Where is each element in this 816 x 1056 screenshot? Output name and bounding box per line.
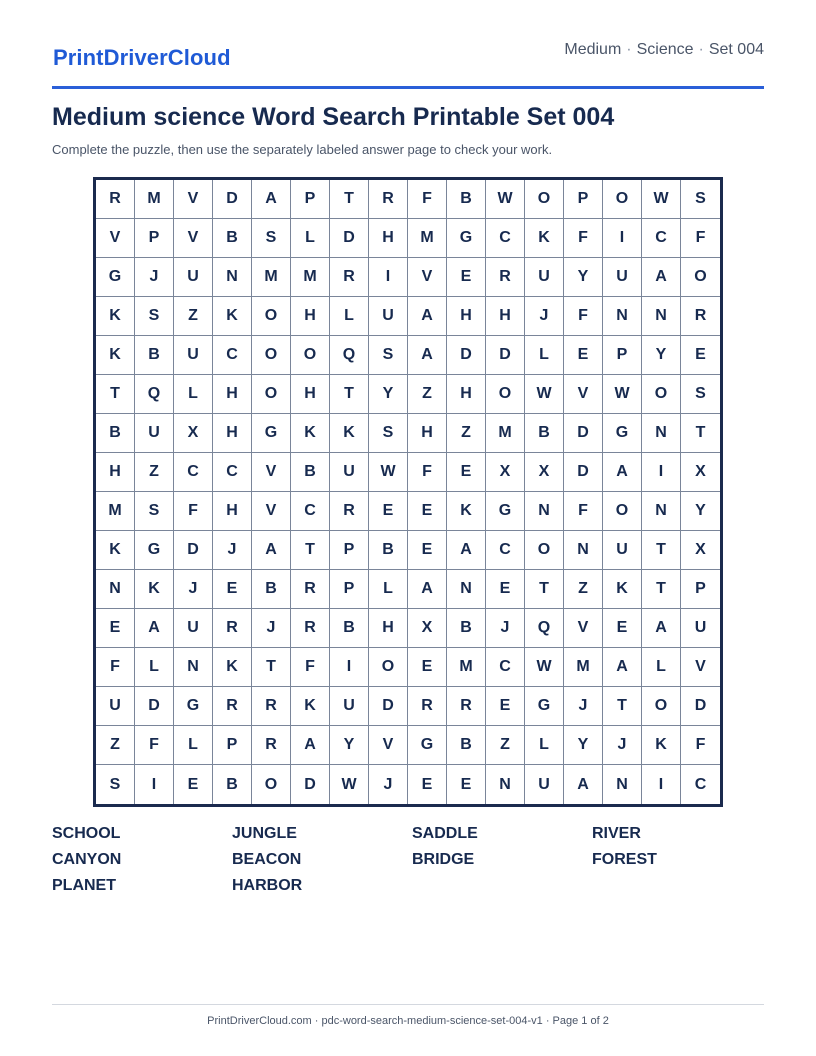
grid-cell[interactable]: R: [681, 297, 720, 336]
grid-cell[interactable]: O: [369, 648, 408, 687]
grid-cell[interactable]: E: [174, 765, 213, 804]
grid-cell[interactable]: D: [564, 414, 603, 453]
grid-cell[interactable]: N: [603, 297, 642, 336]
grid-cell[interactable]: A: [408, 336, 447, 375]
grid-cell[interactable]: U: [525, 258, 564, 297]
grid-cell[interactable]: V: [681, 648, 720, 687]
grid-cell[interactable]: T: [681, 414, 720, 453]
grid-cell[interactable]: Y: [681, 492, 720, 531]
grid-cell[interactable]: S: [369, 414, 408, 453]
grid-cell[interactable]: V: [369, 726, 408, 765]
grid-cell[interactable]: M: [252, 258, 291, 297]
grid-cell[interactable]: P: [681, 570, 720, 609]
grid-cell[interactable]: M: [408, 219, 447, 258]
grid-cell[interactable]: X: [525, 453, 564, 492]
grid-cell[interactable]: D: [291, 765, 330, 804]
grid-cell[interactable]: G: [603, 414, 642, 453]
grid-cell[interactable]: W: [486, 180, 525, 219]
page-subtitle: Complete the puzzle, then use the separately labeled answer page to check your work.: [52, 142, 553, 157]
grid-cell[interactable]: J: [174, 570, 213, 609]
grid-cell[interactable]: U: [681, 609, 720, 648]
grid-cell[interactable]: S: [96, 765, 135, 804]
grid-cell[interactable]: N: [564, 531, 603, 570]
grid-cell[interactable]: G: [447, 219, 486, 258]
word-list-item: RIVER: [592, 825, 641, 842]
grid-cell[interactable]: X: [486, 453, 525, 492]
breadcrumb-subject[interactable]: Science: [636, 41, 694, 58]
grid-cell[interactable]: O: [642, 375, 681, 414]
grid-cell[interactable]: R: [213, 687, 252, 726]
grid-cell[interactable]: R: [291, 570, 330, 609]
grid-cell[interactable]: W: [642, 180, 681, 219]
grid-cell[interactable]: D: [681, 687, 720, 726]
grid-cell[interactable]: B: [369, 531, 408, 570]
grid-cell[interactable]: B: [252, 570, 291, 609]
grid-cell[interactable]: V: [564, 375, 603, 414]
grid-cell[interactable]: F: [174, 492, 213, 531]
grid-cell[interactable]: W: [525, 375, 564, 414]
grid-cell[interactable]: X: [408, 609, 447, 648]
grid-cell[interactable]: D: [135, 687, 174, 726]
grid-cell[interactable]: Z: [486, 726, 525, 765]
grid-cell[interactable]: M: [486, 414, 525, 453]
grid-cell[interactable]: P: [213, 726, 252, 765]
grid-cell[interactable]: R: [291, 609, 330, 648]
grid-cell[interactable]: P: [330, 531, 369, 570]
grid-cell[interactable]: S: [135, 492, 174, 531]
grid-cell[interactable]: J: [525, 297, 564, 336]
grid-cell[interactable]: G: [252, 414, 291, 453]
grid-cell[interactable]: Q: [525, 609, 564, 648]
grid-cell[interactable]: N: [525, 492, 564, 531]
breadcrumb-difficulty[interactable]: Medium: [564, 41, 622, 58]
grid-cell[interactable]: K: [96, 297, 135, 336]
grid-cell[interactable]: O: [603, 180, 642, 219]
grid-cell[interactable]: L: [174, 726, 213, 765]
grid-cell[interactable]: U: [330, 687, 369, 726]
grid-cell[interactable]: R: [330, 258, 369, 297]
grid-cell[interactable]: G: [486, 492, 525, 531]
grid-cell[interactable]: J: [135, 258, 174, 297]
grid-cell[interactable]: N: [642, 414, 681, 453]
grid-cell[interactable]: Z: [447, 414, 486, 453]
grid-cell[interactable]: C: [174, 453, 213, 492]
grid-cell[interactable]: Z: [174, 297, 213, 336]
grid-cell[interactable]: E: [564, 336, 603, 375]
grid-cell[interactable]: L: [369, 570, 408, 609]
grid-cell[interactable]: C: [213, 453, 252, 492]
grid-cell[interactable]: A: [252, 180, 291, 219]
grid-cell[interactable]: A: [135, 609, 174, 648]
grid-cell[interactable]: N: [174, 648, 213, 687]
grid-cell[interactable]: M: [291, 258, 330, 297]
grid-cell[interactable]: B: [291, 453, 330, 492]
grid-cell[interactable]: D: [564, 453, 603, 492]
grid-cell[interactable]: V: [564, 609, 603, 648]
word-search-grid: [93, 177, 723, 807]
grid-cell[interactable]: P: [564, 180, 603, 219]
grid-cell[interactable]: R: [213, 609, 252, 648]
word-list-item: PLANET: [52, 877, 116, 894]
grid-cell[interactable]: L: [525, 336, 564, 375]
grid-cell[interactable]: Y: [369, 375, 408, 414]
grid-cell[interactable]: H: [447, 375, 486, 414]
grid-cell[interactable]: A: [408, 297, 447, 336]
grid-cell[interactable]: F: [681, 219, 720, 258]
grid-cell[interactable]: W: [369, 453, 408, 492]
grid-cell[interactable]: S: [681, 180, 720, 219]
grid-cell[interactable]: D: [369, 687, 408, 726]
grid-cell[interactable]: I: [603, 219, 642, 258]
grid-cell[interactable]: V: [408, 258, 447, 297]
grid-cell[interactable]: U: [135, 414, 174, 453]
grid-cell[interactable]: A: [291, 726, 330, 765]
grid-cell[interactable]: A: [408, 570, 447, 609]
grid-cell[interactable]: S: [681, 375, 720, 414]
grid-cell[interactable]: O: [291, 336, 330, 375]
grid-cell[interactable]: E: [408, 531, 447, 570]
grid-cell[interactable]: A: [564, 765, 603, 804]
brand-logo[interactable]: PrintDriverCloud: [53, 45, 231, 70]
grid-cell[interactable]: K: [447, 492, 486, 531]
grid-cell[interactable]: K: [213, 648, 252, 687]
grid-cell[interactable]: L: [291, 219, 330, 258]
grid-cell[interactable]: R: [252, 726, 291, 765]
grid-cell[interactable]: I: [369, 258, 408, 297]
grid-cell[interactable]: T: [330, 180, 369, 219]
grid-cell[interactable]: D: [486, 336, 525, 375]
grid-cell[interactable]: U: [525, 765, 564, 804]
grid-cell[interactable]: A: [603, 453, 642, 492]
grid-cell[interactable]: P: [603, 336, 642, 375]
grid-cell[interactable]: J: [564, 687, 603, 726]
grid-cell[interactable]: C: [694, 775, 707, 793]
grid-cell[interactable]: T: [642, 570, 681, 609]
grid-cell[interactable]: D: [447, 336, 486, 375]
grid-cell[interactable]: V: [252, 492, 291, 531]
grid-cell[interactable]: Y: [564, 258, 603, 297]
word-list-item: BEACON: [232, 851, 302, 868]
grid-cell[interactable]: O: [252, 375, 291, 414]
word-list-item: HARBOR: [232, 877, 303, 894]
grid-cell[interactable]: K: [96, 531, 135, 570]
grid-cell[interactable]: A: [252, 531, 291, 570]
grid-cell[interactable]: R: [447, 687, 486, 726]
grid-cell[interactable]: P: [135, 219, 174, 258]
grid-cell[interactable]: N: [447, 570, 486, 609]
grid-cell[interactable]: D: [213, 180, 252, 219]
grid-cell[interactable]: U: [174, 609, 213, 648]
grid-cell[interactable]: M: [564, 648, 603, 687]
grid-cell[interactable]: O: [525, 180, 564, 219]
grid-cell[interactable]: K: [135, 570, 174, 609]
grid-cell[interactable]: F: [408, 180, 447, 219]
grid-cell[interactable]: E: [408, 648, 447, 687]
grid-cell[interactable]: Z: [135, 453, 174, 492]
word-list-item: FOREST: [592, 851, 657, 868]
grid-cell[interactable]: W: [330, 765, 369, 804]
grid-cell[interactable]: L: [525, 726, 564, 765]
grid-cell[interactable]: T: [642, 531, 681, 570]
grid-cell[interactable]: E: [447, 258, 486, 297]
breadcrumb-separator: ·: [698, 41, 704, 58]
grid-cell[interactable]: J: [213, 531, 252, 570]
grid-cell[interactable]: A: [603, 648, 642, 687]
grid-cell[interactable]: G: [135, 531, 174, 570]
grid-cell[interactable]: J: [486, 609, 525, 648]
grid-cell[interactable]: Z: [564, 570, 603, 609]
grid-cell[interactable]: J: [369, 765, 408, 804]
grid-cell[interactable]: E: [681, 336, 720, 375]
grid-cell[interactable]: E: [408, 492, 447, 531]
grid-cell[interactable]: F: [96, 648, 135, 687]
grid-cell[interactable]: R: [486, 258, 525, 297]
grid-cell[interactable]: H: [96, 453, 135, 492]
page-header: [52, 36, 764, 89]
grid-cell[interactable]: K: [96, 336, 135, 375]
grid-cell[interactable]: S: [135, 297, 174, 336]
grid-cell[interactable]: J: [252, 609, 291, 648]
grid-cell[interactable]: D: [330, 219, 369, 258]
word-list-item: CANYON: [52, 851, 122, 868]
grid-cell[interactable]: N: [96, 570, 135, 609]
grid-cell[interactable]: T: [96, 375, 135, 414]
grid-cell[interactable]: U: [369, 297, 408, 336]
word-list: [52, 825, 764, 895]
grid-cell[interactable]: U: [96, 687, 135, 726]
grid-cell[interactable]: L: [135, 648, 174, 687]
grid-cell[interactable]: H: [369, 219, 408, 258]
grid-cell[interactable]: B: [135, 336, 174, 375]
grid-cell[interactable]: Q: [330, 336, 369, 375]
grid-cell[interactable]: Z: [96, 726, 135, 765]
grid-cell[interactable]: R: [408, 687, 447, 726]
grid-cell[interactable]: F: [564, 492, 603, 531]
grid-cell[interactable]: O: [603, 492, 642, 531]
grid-cell[interactable]: R: [96, 180, 135, 219]
breadcrumb-set: Set 004: [708, 41, 764, 58]
grid-cell[interactable]: T: [330, 375, 369, 414]
grid-cell[interactable]: H: [486, 297, 525, 336]
grid-cell[interactable]: K: [525, 219, 564, 258]
grid-cell[interactable]: A: [642, 258, 681, 297]
grid-cell[interactable]: R: [330, 492, 369, 531]
grid-cell[interactable]: N: [642, 297, 681, 336]
grid-cell[interactable]: Z: [408, 375, 447, 414]
grid-cell[interactable]: F: [564, 219, 603, 258]
grid-cell[interactable]: N: [603, 765, 642, 804]
grid-cell[interactable]: F: [564, 297, 603, 336]
grid-cell[interactable]: T: [525, 570, 564, 609]
grid-cell[interactable]: I: [135, 765, 174, 804]
grid-cell[interactable]: L: [330, 297, 369, 336]
grid-cell[interactable]: F: [291, 648, 330, 687]
word-list-item: JUNGLE: [232, 825, 297, 842]
grid-cell[interactable]: F: [681, 726, 720, 765]
grid-cell[interactable]: W: [525, 648, 564, 687]
word-list-item: BRIDGE: [412, 851, 475, 868]
grid-cell[interactable]: N: [486, 765, 525, 804]
grid-cell[interactable]: T: [252, 648, 291, 687]
grid-cell[interactable]: V: [252, 453, 291, 492]
grid-cell[interactable]: X: [681, 531, 720, 570]
grid-cell[interactable]: B: [447, 609, 486, 648]
grid-cell[interactable]: E: [603, 609, 642, 648]
grid-cell[interactable]: A: [447, 531, 486, 570]
grid-cell[interactable]: I: [330, 648, 369, 687]
grid-cell[interactable]: E: [486, 687, 525, 726]
grid-cell[interactable]: S: [252, 219, 291, 258]
page-footer: [52, 1004, 764, 1027]
grid-cell[interactable]: U: [174, 258, 213, 297]
grid-cell[interactable]: V: [174, 180, 213, 219]
grid-cell[interactable]: D: [174, 531, 213, 570]
grid-cell[interactable]: H: [213, 414, 252, 453]
word-list-item: SCHOOL: [52, 825, 121, 842]
grid-cell[interactable]: I: [642, 453, 681, 492]
word-list-item: SADDLE: [412, 825, 478, 842]
grid-cell[interactable]: F: [408, 453, 447, 492]
grid-cell[interactable]: X: [681, 453, 720, 492]
grid-cell[interactable]: Y: [642, 336, 681, 375]
grid-cell[interactable]: L: [174, 375, 213, 414]
grid-cell[interactable]: K: [291, 687, 330, 726]
grid-cell[interactable]: U: [603, 258, 642, 297]
grid-cell[interactable]: L: [642, 648, 681, 687]
grid-cell[interactable]: K: [291, 414, 330, 453]
grid-cell[interactable]: K: [642, 726, 681, 765]
grid-cell[interactable]: V: [96, 219, 135, 258]
grid-cell[interactable]: U: [330, 453, 369, 492]
grid-cell[interactable]: O: [252, 336, 291, 375]
grid-cell[interactable]: C: [486, 648, 525, 687]
grid-cell[interactable]: O: [252, 297, 291, 336]
grid-cell[interactable]: Y: [330, 726, 369, 765]
grid-cell[interactable]: M: [96, 492, 135, 531]
grid-cell[interactable]: E: [96, 609, 135, 648]
grid-cell[interactable]: C: [213, 336, 252, 375]
grid-cell[interactable]: E: [369, 492, 408, 531]
grid-cell[interactable]: H: [369, 609, 408, 648]
grid-cell[interactable]: B: [525, 414, 564, 453]
footer-text: PrintDriverCloud.com · pdc-word-search-medium-science-set-004-v1 · Page 1 of 2: [207, 1015, 609, 1027]
grid-cell[interactable]: P: [330, 570, 369, 609]
grid-cell[interactable]: O: [525, 531, 564, 570]
grid-cell[interactable]: N: [642, 492, 681, 531]
grid-cell[interactable]: G: [174, 687, 213, 726]
grid-cell[interactable]: E: [447, 765, 486, 804]
grid-cell[interactable]: P: [291, 180, 330, 219]
grid-cell[interactable]: W: [603, 375, 642, 414]
grid-cell[interactable]: Y: [564, 726, 603, 765]
page-title: Medium science Word Search Printable Set 004: [52, 103, 615, 131]
grid-cell[interactable]: E: [486, 570, 525, 609]
grid-cell[interactable]: O: [642, 687, 681, 726]
grid-cell[interactable]: K: [603, 570, 642, 609]
grid-cell[interactable]: O: [252, 765, 291, 804]
grid-cell[interactable]: N: [213, 258, 252, 297]
grid-cell[interactable]: H: [213, 492, 252, 531]
grid-cell[interactable]: R: [252, 687, 291, 726]
grid-cell[interactable]: G: [408, 726, 447, 765]
grid-cell[interactable]: J: [603, 726, 642, 765]
grid-cell[interactable]: B: [213, 765, 252, 804]
grid-cell[interactable]: U: [174, 336, 213, 375]
grid-cell[interactable]: A: [642, 609, 681, 648]
breadcrumb-separator: ·: [626, 41, 632, 58]
grid-cell[interactable]: C: [291, 492, 330, 531]
grid-cell[interactable]: G: [525, 687, 564, 726]
grid-cell[interactable]: I: [642, 765, 681, 804]
grid-cell[interactable]: K: [330, 414, 369, 453]
grid-cell[interactable]: B: [213, 219, 252, 258]
grid-cell[interactable]: O: [486, 375, 525, 414]
grid-cell[interactable]: G: [96, 258, 135, 297]
grid-cell[interactable]: E: [447, 453, 486, 492]
grid-cell[interactable]: H: [291, 375, 330, 414]
grid-cell[interactable]: O: [681, 258, 720, 297]
grid-cell[interactable]: B: [447, 726, 486, 765]
grid-cell[interactable]: H: [291, 297, 330, 336]
grid-cell[interactable]: K: [213, 297, 252, 336]
grid-cell[interactable]: F: [135, 726, 174, 765]
grid-cell[interactable]: B: [447, 180, 486, 219]
grid-cell[interactable]: X: [174, 414, 213, 453]
breadcrumb: [564, 41, 764, 59]
grid-cell[interactable]: V: [174, 219, 213, 258]
grid-cell[interactable]: B: [330, 609, 369, 648]
grid-cell[interactable]: H: [408, 414, 447, 453]
grid-cell[interactable]: R: [369, 180, 408, 219]
grid-cell[interactable]: C: [486, 531, 525, 570]
grid-cell[interactable]: C: [642, 219, 681, 258]
grid-cell[interactable]: Q: [135, 375, 174, 414]
grid-cell[interactable]: M: [135, 180, 174, 219]
grid-cell[interactable]: H: [213, 375, 252, 414]
grid-cell[interactable]: S: [369, 336, 408, 375]
grid-cell[interactable]: C: [486, 219, 525, 258]
grid-cell[interactable]: M: [447, 648, 486, 687]
grid-cell[interactable]: E: [213, 570, 252, 609]
grid-cell[interactable]: H: [447, 297, 486, 336]
grid-cell[interactable]: T: [603, 687, 642, 726]
grid-cell[interactable]: B: [96, 414, 135, 453]
grid-cell[interactable]: E: [408, 765, 447, 804]
grid-cell[interactable]: U: [603, 531, 642, 570]
grid-cell[interactable]: T: [291, 531, 330, 570]
